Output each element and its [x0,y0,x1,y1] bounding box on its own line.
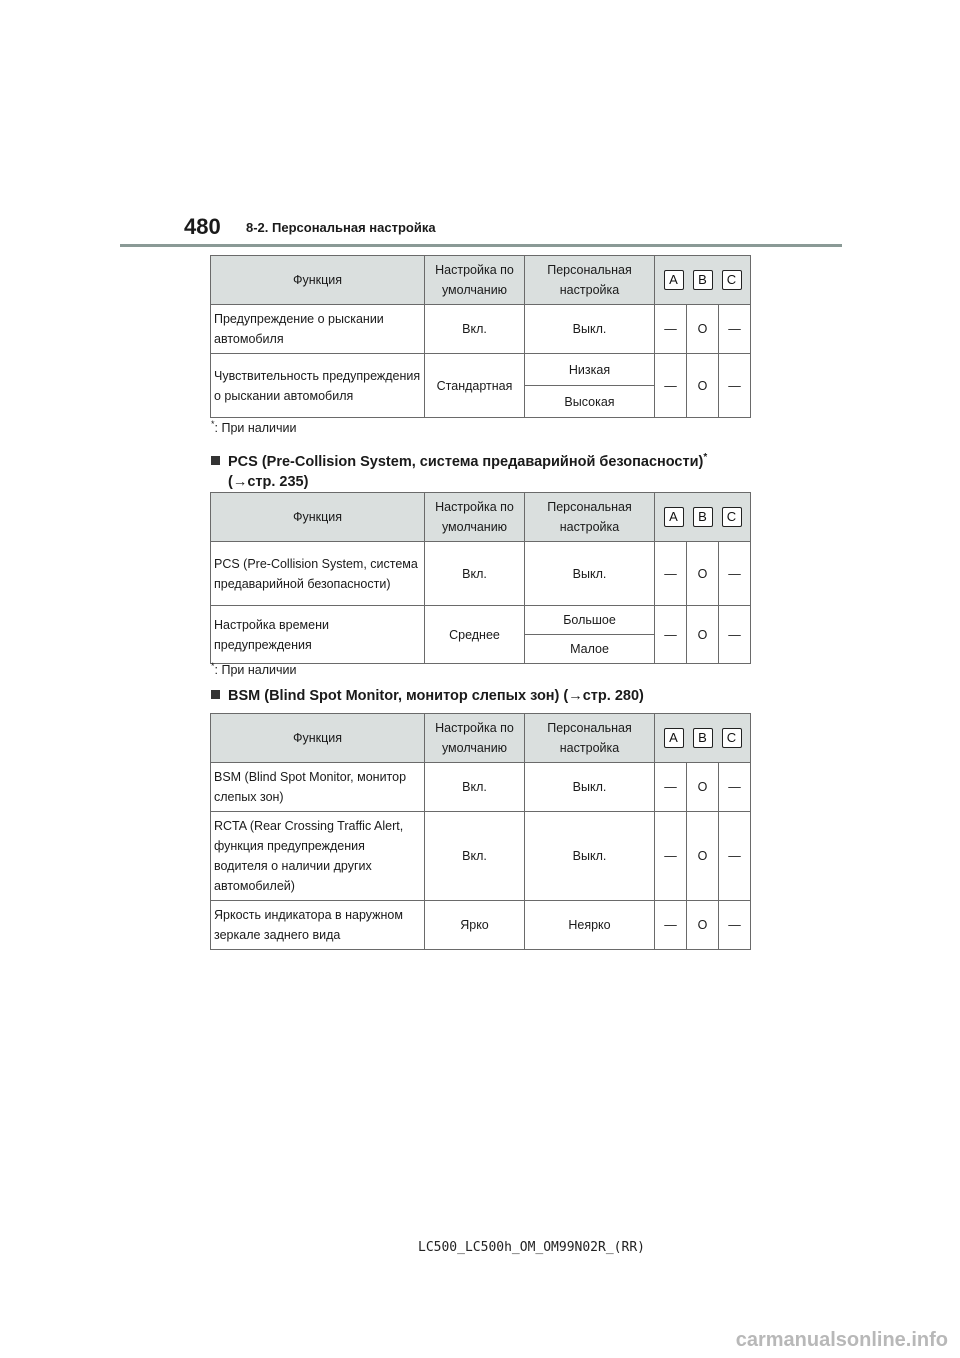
b-cell: O [687,901,719,950]
a-cell: — [655,763,687,812]
a-cell: — [655,542,687,606]
settings-table-1 [210,255,751,418]
default-cell: Вкл. [425,542,525,606]
col-header-abc [655,256,751,305]
function-cell: Чувствительность предупреждения о рыскании автомобиля [211,354,425,418]
custom-cell: Неярко [525,901,655,950]
bullet-square-icon [211,690,220,699]
function-cell: Настройка времени предупреждения [211,606,425,664]
custom-cell: Большое [525,606,655,635]
custom-cell: Высокая [525,386,655,418]
c-cell: — [719,606,751,664]
table-row [211,606,751,635]
a-box-icon: A [664,270,684,290]
default-cell: Ярко [425,901,525,950]
default-cell: Вкл. [425,305,525,354]
c-cell: — [719,812,751,901]
function-cell: RCTA (Rear Crossing Traffic Alert, функция предупреждения водителя о наличии других автомобилей) [211,812,425,901]
footnote-2 [211,661,296,677]
b-cell: O [687,606,719,664]
b-cell: O [687,354,719,418]
col-header-custom: Персональная настройка [525,714,655,763]
c-box-icon: C [722,270,742,290]
b-cell: O [687,763,719,812]
function-cell: BSM (Blind Spot Monitor, монитор слепых зон) [211,763,425,812]
col-header-default: Настройка по умолчанию [425,714,525,763]
c-box-icon: C [722,507,742,527]
settings-table-3 [210,713,751,950]
col-header-abc [655,714,751,763]
table-header-row [211,714,751,763]
footnote-mark: * [211,419,215,429]
footnote-mark: * [211,661,215,671]
b-box-icon: B [693,728,713,748]
function-cell: Яркость индикатора в наружном зеркале заднего вида [211,901,425,950]
col-header-function: Функция [211,256,425,305]
default-cell: Вкл. [425,812,525,901]
custom-cell: Низкая [525,354,655,386]
b-box-icon: B [693,507,713,527]
footnote-1 [211,419,296,435]
custom-cell: Выкл. [525,542,655,606]
function-cell: PCS (Pre-Collision System, система предаварийной безопасности) [211,542,425,606]
col-header-custom: Персональная настройка [525,493,655,542]
c-cell: — [719,542,751,606]
c-box-icon: C [722,728,742,748]
table-header-row [211,256,751,305]
watermark[interactable]: carmanualsonline.info [735,1329,948,1351]
table-row [211,542,751,606]
page-number: 480 [184,214,221,239]
settings-table-2 [210,492,751,664]
a-box-icon: A [664,728,684,748]
header-rule [120,244,842,247]
b-cell: O [687,812,719,901]
table-row [211,354,751,386]
section-title: 8-2. Персональная настройка [246,220,436,235]
b-box-icon: B [693,270,713,290]
bullet-square-icon [211,456,220,465]
c-cell: — [719,305,751,354]
c-cell: — [719,763,751,812]
col-header-function: Функция [211,493,425,542]
col-header-custom: Персональная настройка [525,256,655,305]
a-cell: — [655,354,687,418]
table-row [211,901,751,950]
a-box-icon: A [664,507,684,527]
footnote-text: : При наличии [214,421,297,436]
a-cell: — [655,606,687,664]
pcs-heading-mark: * [703,452,708,463]
table-row [211,812,751,901]
custom-cell: Малое [525,635,655,664]
pcs-heading [211,448,707,492]
c-cell: — [719,354,751,418]
table-row [211,763,751,812]
default-cell: Стандартная [425,354,525,418]
table-row [211,305,751,354]
custom-cell: Выкл. [525,763,655,812]
custom-cell: Выкл. [525,305,655,354]
pcs-heading-ref: (→стр. 235) [228,473,309,490]
footnote-text: : При наличии [214,663,297,678]
a-cell: — [655,901,687,950]
col-header-function: Функция [211,714,425,763]
default-cell: Среднее [425,606,525,664]
custom-cell: Выкл. [525,812,655,901]
document-code: LC500_LC500h_OM_OM99N02R_(RR) [418,1240,645,1255]
c-cell: — [719,901,751,950]
default-cell: Вкл. [425,763,525,812]
function-cell: Предупреждение о рыскании автомобиля [211,305,425,354]
table-header-row [211,493,751,542]
col-header-abc [655,493,751,542]
col-header-default: Настройка по умолчанию [425,256,525,305]
a-cell: — [655,305,687,354]
b-cell: O [687,305,719,354]
a-cell: — [655,812,687,901]
bsm-heading-text: BSM (Blind Spot Monitor, монитор слепых зон) (→стр. 280) [228,688,644,704]
b-cell: O [687,542,719,606]
bsm-heading [211,686,644,706]
col-header-default: Настройка по умолчанию [425,493,525,542]
pcs-heading-text: PCS (Pre-Collision System, система предаварийной безопасности) [228,453,704,470]
